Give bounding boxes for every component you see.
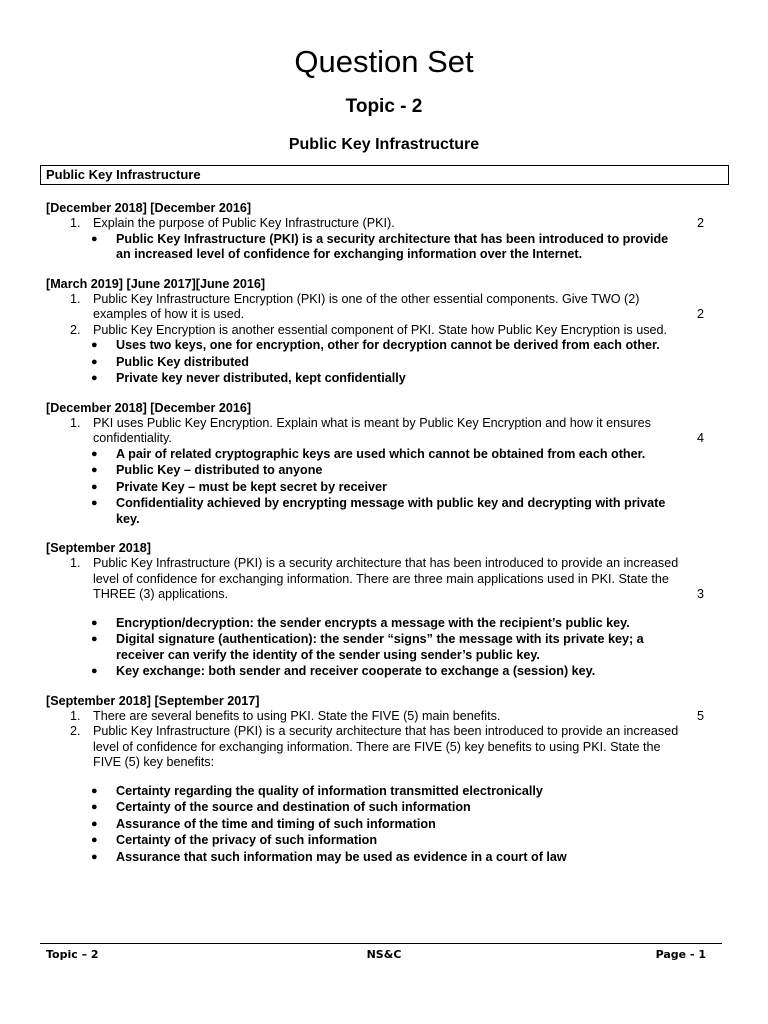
answer-bullet <box>46 632 710 663</box>
bullet-icon: ● <box>91 850 98 863</box>
answer-text: Encryption/decryption: the sender encrypts a message with the recipient’s public key. <box>116 615 630 630</box>
topic-title: Topic - 2 <box>345 96 423 117</box>
exam-session-heading: [March 2019] [June 2017][June 2016] <box>46 276 266 291</box>
footer-course: NS&C <box>366 948 402 961</box>
answer-text: Assurance of the time and timing of such information <box>116 816 436 831</box>
question-item <box>46 216 710 232</box>
question-block <box>46 540 710 680</box>
answer-bullet <box>46 850 710 866</box>
answer-bullet <box>46 496 710 527</box>
answer-bullet <box>46 355 710 371</box>
bullet-icon: ● <box>91 355 98 368</box>
page-title: Question Set <box>294 44 474 79</box>
footer-page-number: Page - 1 <box>655 948 706 961</box>
bullet-icon: ● <box>91 372 98 384</box>
exam-session-heading: [September 2018] [September 2017] <box>46 693 260 708</box>
question-text: There are several benefits to using PKI. State the FIVE (5) main benefits. <box>93 708 501 723</box>
answer-text: Certainty of the source and destination of such information <box>116 800 471 814</box>
question-text: Public Key Encryption is another essential component of PKI. State how Public Key Encryption is used. <box>93 322 668 337</box>
answer-text: Digital signature (authentication): the sender “signs” the message with its private key; a receiver can verify the identity of the sender using sender’s public key. <box>116 632 644 662</box>
question-block <box>46 276 710 387</box>
question-number: 1. <box>70 708 81 723</box>
question-number: 1. <box>70 415 81 430</box>
bullet-icon: ● <box>91 616 98 629</box>
spacer <box>46 603 710 616</box>
bullet-icon: ● <box>91 339 98 351</box>
question-marks: 3 <box>696 587 704 601</box>
answer-bullet <box>46 480 710 496</box>
question-item <box>46 323 710 339</box>
question-block <box>46 693 710 866</box>
question-number: 2. <box>70 724 81 738</box>
question-number: 1. <box>70 216 81 230</box>
bullet-icon: ● <box>91 801 98 813</box>
answer-text: A pair of related cryptographic keys are used which cannot be obtained from each other. <box>116 446 646 461</box>
answer-bullet <box>46 371 710 387</box>
question-text: Public Key Infrastructure (PKI) is a security architecture that has been introduced to provide an increased level of confidence for exchanging information. There are FIVE (5) key benefits to using PKI. State the FIVE (5) key benefits: <box>93 724 679 769</box>
footer-divider <box>40 943 722 944</box>
answer-bullet <box>46 463 710 479</box>
bullet-icon: ● <box>91 834 98 846</box>
answer-text: Public Key distributed <box>116 354 249 369</box>
answer-text: Confidentiality achieved by encrypting message with public key and decrypting with private key. <box>116 496 666 526</box>
bullet-icon: ● <box>91 480 98 493</box>
question-number: 2. <box>70 322 81 337</box>
answer-bullet <box>46 664 710 680</box>
question-item <box>46 709 710 725</box>
bullet-icon: ● <box>91 464 98 476</box>
answer-text: Private Key – must be kept secret by receiver <box>116 479 387 494</box>
bullet-icon: ● <box>91 232 98 245</box>
answer-bullet <box>46 338 710 354</box>
answer-text: Uses two keys, one for encryption, other for decryption cannot be derived from each other. <box>116 338 660 352</box>
question-marks: 2 <box>696 307 704 321</box>
question-text: Public Key Infrastructure Encryption (PKI) is one of the other essential components. Give TWO (2) examples of how it is used. <box>93 291 640 321</box>
question-number: 1. <box>70 556 81 570</box>
question-text: Public Key Infrastructure (PKI) is a security architecture that has been introduced to provide an increased level of confidence for exchanging information. There are three main applications used in PKI. State the THREE (3) applications. <box>93 556 679 601</box>
answer-text: Assurance that such information may be used as evidence in a court of law <box>116 849 567 864</box>
bullet-icon: ● <box>91 784 98 797</box>
answer-text: Public Key – distributed to anyone <box>116 463 323 477</box>
question-content <box>46 200 710 878</box>
question-block <box>46 200 710 263</box>
exam-session-heading: [September 2018] <box>46 541 151 555</box>
answer-bullet <box>46 817 710 833</box>
exam-session-heading: [December 2018] [December 2016] <box>46 400 252 415</box>
question-text: Explain the purpose of Public Key Infrastructure (PKI). <box>93 216 395 230</box>
footer-topic: Topic – 2 <box>46 948 99 961</box>
answer-bullet <box>46 447 710 463</box>
answer-bullet <box>46 833 710 849</box>
answer-bullet <box>46 784 710 800</box>
question-text: PKI uses Public Key Encryption. Explain what is meant by Public Key Encryption and how it ensures confidentiality. <box>93 415 651 445</box>
question-marks: 2 <box>696 216 704 230</box>
question-item <box>46 724 710 771</box>
spacer <box>46 771 710 784</box>
question-item <box>46 292 710 323</box>
answer-bullet <box>46 800 710 816</box>
bullet-icon: ● <box>91 497 98 509</box>
answer-text: Private key never distributed, kept confidentially <box>116 371 406 385</box>
bullet-icon: ● <box>91 817 98 830</box>
question-item <box>46 416 710 447</box>
question-marks: 5 <box>696 708 704 723</box>
answer-bullet <box>46 616 710 632</box>
answer-text: Certainty of the privacy of such information <box>116 833 378 847</box>
answer-text: Certainty regarding the quality of information transmitted electronically <box>116 783 543 798</box>
answer-bullet <box>46 232 710 263</box>
question-block <box>46 400 710 528</box>
bullet-icon: ● <box>91 447 98 460</box>
bullet-icon: ● <box>91 665 98 677</box>
answer-text: Public Key Infrastructure (PKI) is a security architecture that has been introduced to provide an increased level of confidence for exchanging information over the Internet. <box>116 231 669 261</box>
bullet-icon: ● <box>91 633 98 645</box>
answer-text: Key exchange: both sender and receiver cooperate to exchange a (session) key. <box>116 664 596 678</box>
question-marks: 4 <box>696 431 704 445</box>
exam-session-heading: [December 2018] [December 2016] <box>46 201 252 215</box>
question-number: 1. <box>70 291 81 306</box>
subject-title: Public Key Infrastructure <box>288 136 480 153</box>
question-item <box>46 556 710 603</box>
section-label-box: Public Key Infrastructure <box>40 165 729 185</box>
